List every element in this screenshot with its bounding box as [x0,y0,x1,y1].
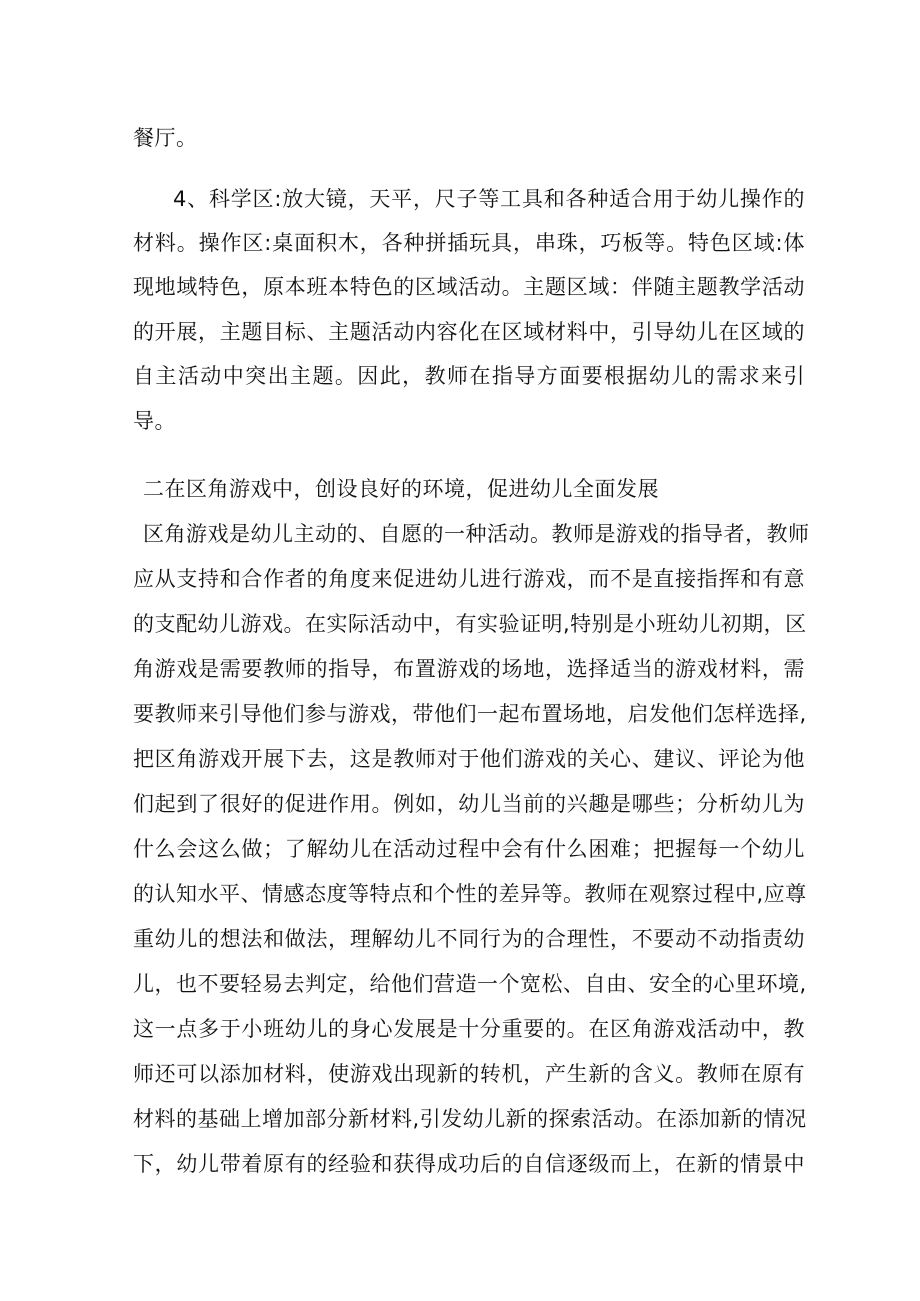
text-line: 自主活动中突出主题。因此，教师在指导方面要根据幼儿的需求来引 [133,364,805,388]
text-line: 的认知水平、情感态度等特点和个性的差异等。教师在观察过程中,应尊 [133,882,807,906]
text-line: 的支配幼儿游戏。在实际活动中，有实验证明,特别是小班幼儿初期，区 [133,612,807,636]
text-line: 区角游戏是幼儿主动的、自愿的一种活动。教师是游戏的指导者，教师 [143,522,810,546]
text-line: 儿，也不要轻易去判定，给他们营造一个宽松、自由、安全的心里环境, [133,972,807,996]
text-line: 这一点多于小班幼儿的身心发展是十分重要的。在区角游戏活动中，教 [133,1017,805,1041]
text-line: 餐厅。 [133,126,198,150]
text-line: 师还可以添加材料，使游戏出现新的转机，产生新的含义。教师在原有 [133,1062,805,1086]
text-line: 什么会这么做；了解幼儿在活动过程中会有什么困难；把握每一个幼儿 [133,837,805,861]
text-line: 要教师来引导他们参与游戏，带他们一起布置场地，启发他们怎样选择, [133,702,807,726]
text-line: 重幼儿的想法和做法，理解幼儿不同行为的合理性，不要动不动指责幼 [133,927,805,951]
text-line: 的开展，主题目标、主题活动内容化在区域材料中，引导幼儿在区域的 [133,320,805,344]
text-line: 材料的基础上增加部分新材料,引发幼儿新的探索活动。在添加新的情况 [133,1107,807,1131]
text-line: 导。 [133,409,176,433]
text-line: 材料。操作区:桌面积木，各种拼插玩具，串珠，巧板等。特色区域:体 [133,231,805,255]
text-line: 们起到了很好的促进作用。例如，幼儿当前的兴趣是哪些；分析幼儿为 [133,792,805,816]
text-line: 角游戏是需要教师的指导，布置游戏的场地，选择适当的游戏材料，需 [133,657,805,681]
text-line: 把区角游戏开展下去，这是教师对于他们游戏的关心、建议、评论为他 [133,747,805,771]
text-line: 下，幼儿带着原有的经验和获得成功后的自信逐级而上，在新的情景中 [133,1152,805,1176]
text-line: 现地域特色，原本班本特色的区域活动。主题区域：伴随主题教学活动 [133,275,805,299]
text-line: 4、科学区:放大镜，天平，尺子等工具和各种适合用于幼儿操作的 [173,187,805,211]
text-line: 应从支持和合作者的角度来促进幼儿进行游戏，而不是直接指挥和有意 [133,567,805,591]
section-heading: 二在区角游戏中，创设良好的环境，促进幼儿全面发展 [143,477,659,501]
